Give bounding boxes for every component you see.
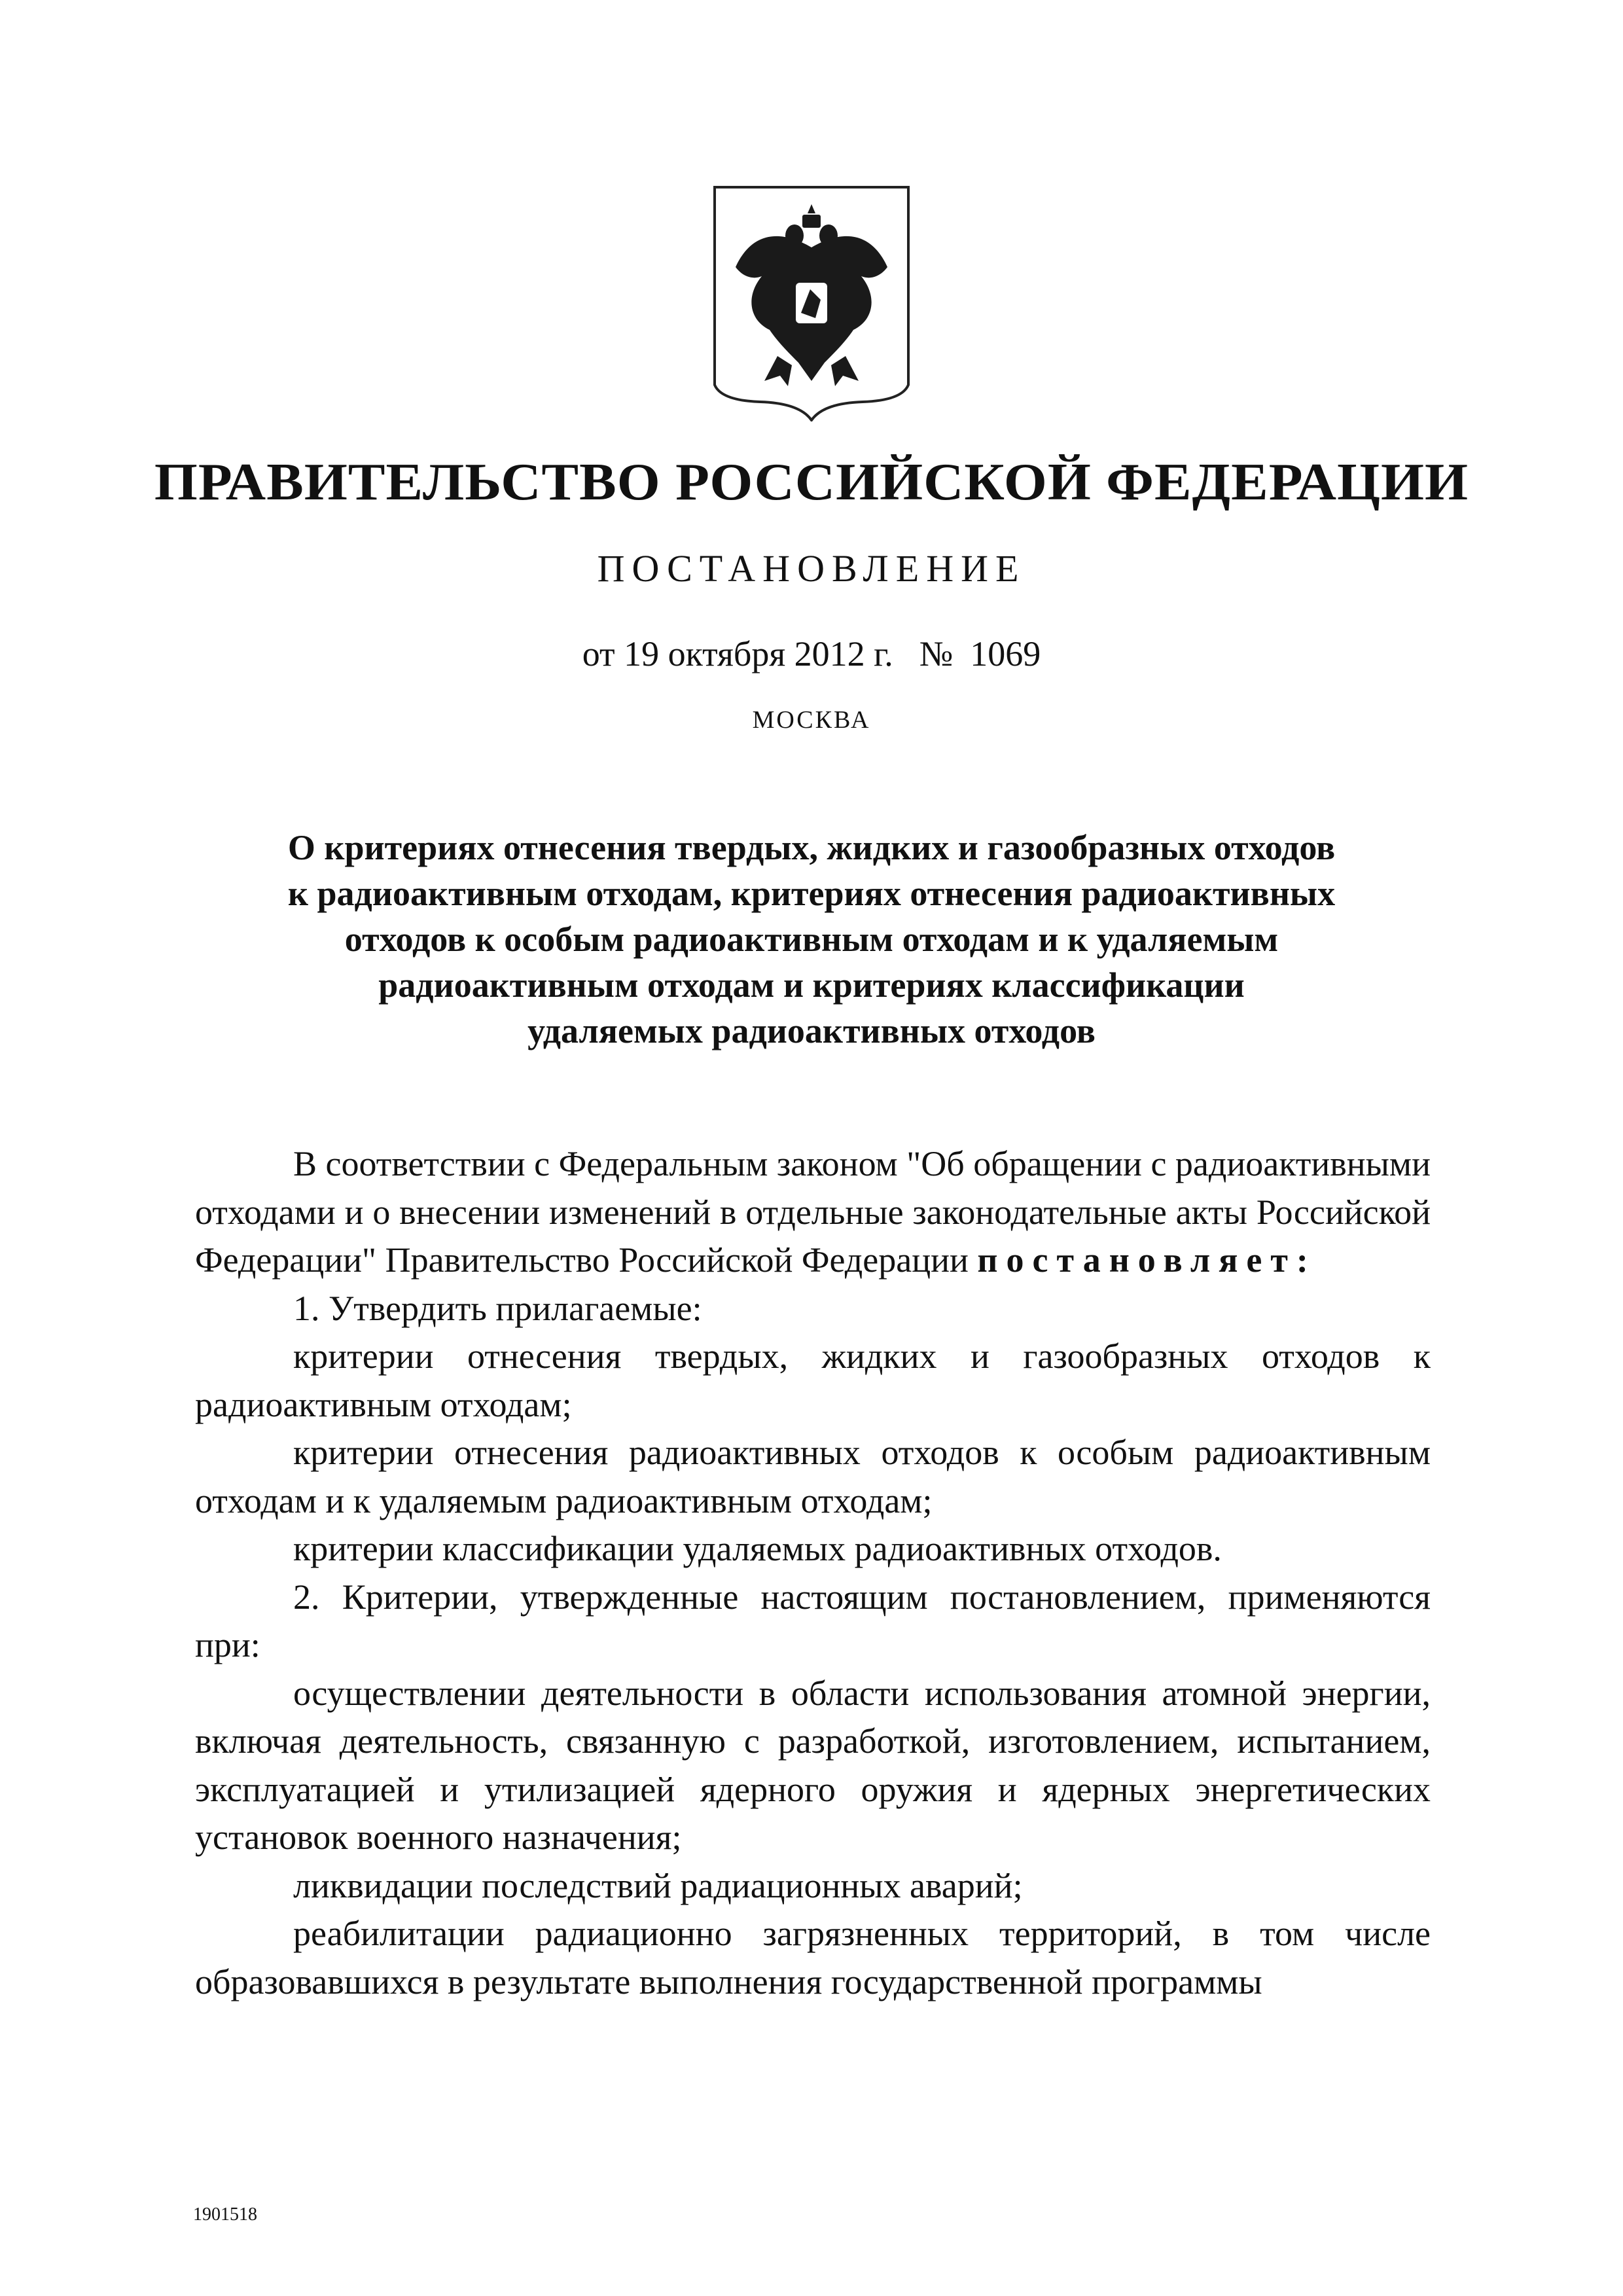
date-number-line (0, 634, 1623, 674)
paragraph: 1. Утвердить прилагаемые: (293, 1288, 702, 1328)
paragraph: ликвидации последствий радиационных аварий; (293, 1865, 1023, 1905)
document-date: от 19 октября 2012 г. (582, 634, 893, 673)
heading-line: радиоактивным отходам и критериях классификации (378, 965, 1245, 1005)
heading-line: удаляемых радиоактивных отходов (527, 1011, 1096, 1050)
paragraph: критерии отнесения радиоактивных отходов к особым радиоактивным отходам и к удаляемым радиоактивным отходам; (195, 1433, 1431, 1520)
government-title: ПРАВИТЕЛЬСТВО РОССИЙСКОЙ ФЕДЕРАЦИИ (154, 454, 1469, 511)
number-label: № (919, 634, 954, 673)
paragraph-preamble (195, 1140, 1431, 1285)
paragraph: 2. Критерии, утвержденные настоящим постановлением, применяются при: (195, 1577, 1431, 1664)
decree-keyword: постановляет: (977, 1240, 1317, 1280)
document-body (195, 1140, 1431, 2006)
coat-of-arms-icon (712, 185, 911, 422)
heading-line: к радиоактивным отходам, критериях отнесения радиоактивных (287, 874, 1336, 913)
document-code: 1901518 (193, 2204, 257, 2225)
heading-line: отходов к особым радиоактивным отходам и к удаляемым (344, 920, 1279, 959)
paragraph: критерии классификации удаляемых радиоактивных отходов. (293, 1529, 1222, 1568)
city: МОСКВА (752, 706, 871, 734)
paragraph: реабилитации радиационно загрязненных территорий, в том числе образовавшихся в результате выполнения государственной программы (195, 1914, 1431, 2001)
document-number: 1069 (970, 634, 1041, 673)
paragraph: осуществлении деятельности в области использования атомной энергии, включая деятельность, связанную с разработкой, изготовлением, испытанием, эксплуатацией и утилизацией ядерного оружия и ядерных энергетических установок военного назначения; (195, 1673, 1431, 1857)
heading-line: О критериях отнесения твердых, жидких и газообразных отходов (287, 828, 1336, 867)
paragraph: критерии отнесения твердых, жидких и газообразных отходов к радиоактивным отходам; (195, 1336, 1431, 1424)
document-type: ПОСТАНОВЛЕНИЕ (597, 547, 1026, 590)
preamble-text: В соответствии с Федеральным законом "Об обращении с радиоактивными отходами и о внесении изменений в отдельные законодательные акты Российской Федерации" Правительство Российской Федерации (195, 1144, 1431, 1280)
document-heading (223, 825, 1400, 1054)
